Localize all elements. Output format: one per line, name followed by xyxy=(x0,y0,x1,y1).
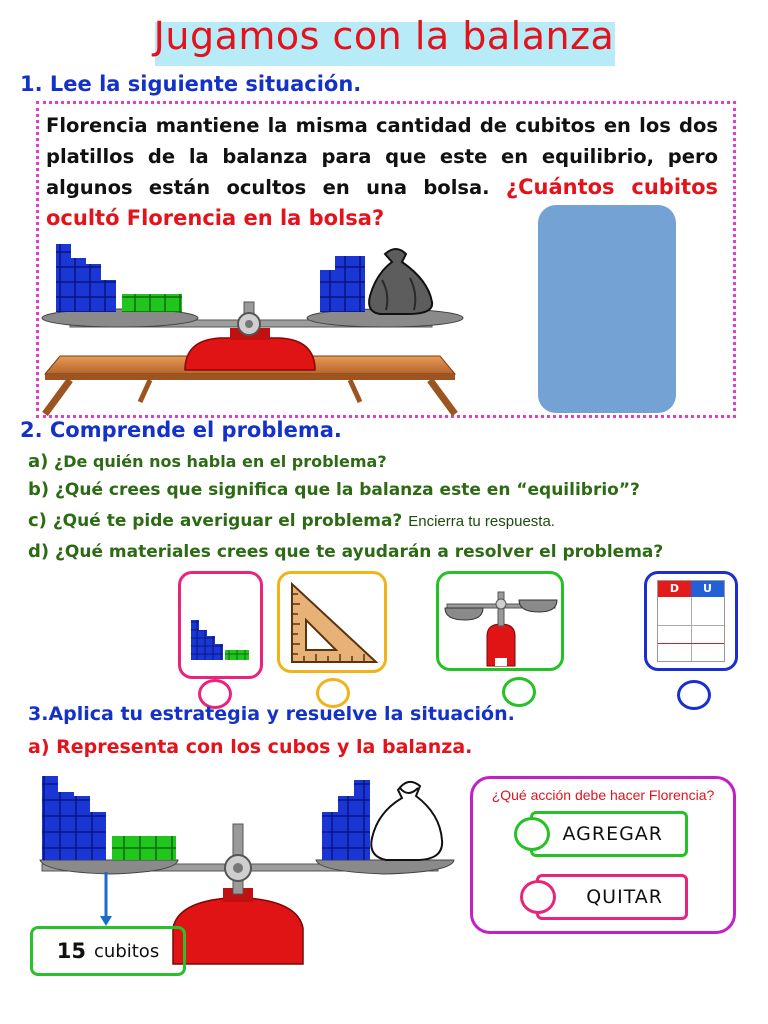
add-button-label: AGREGAR xyxy=(562,823,663,845)
section2-heading: 2. Comprende el problema. xyxy=(20,418,342,442)
remove-option-circle[interactable] xyxy=(520,880,556,914)
tens-header: D xyxy=(658,581,691,597)
option-cubes[interactable] xyxy=(178,571,263,679)
add-button[interactable] xyxy=(530,811,688,857)
option-scale[interactable] xyxy=(436,571,564,671)
question-a xyxy=(28,451,387,472)
option-table-circle[interactable] xyxy=(677,680,711,710)
option-place-value-table[interactable] xyxy=(644,571,738,671)
cube-count-number: 15 xyxy=(56,939,87,963)
question-c xyxy=(28,510,555,531)
scale-icon xyxy=(439,574,561,668)
question-text: ¿De quién nos habla en el problema? xyxy=(48,452,387,471)
question-text: ¿Qué materiales crees que te ayudarán a resolver el problema? xyxy=(49,542,664,562)
question-text: ¿Qué te pide averiguar el problema? xyxy=(46,511,403,531)
set-square-icon xyxy=(280,574,384,670)
action-question: ¿Qué acción debe hacer Florencia? xyxy=(491,787,715,803)
section1-heading: 1. Lee la siguiente situación. xyxy=(20,72,362,96)
remove-button-label: QUITAR xyxy=(586,886,663,908)
units-header: U xyxy=(691,581,724,597)
question-b xyxy=(28,479,640,500)
question-letter: b) xyxy=(28,479,50,500)
situation-body: Florencia mantiene la misma cantidad de cubitos en los dos platillos de la balanza para que este en equilibrio, pero algunos están ocultos en una bolsa. xyxy=(46,114,718,199)
cube-count-box xyxy=(30,926,186,976)
add-option-circle[interactable] xyxy=(514,817,550,851)
question-text: ¿Qué crees que significa que la balanza este en “equilibrio”? xyxy=(49,480,640,500)
place-value-table xyxy=(657,580,725,662)
option-set-square[interactable] xyxy=(277,571,387,673)
section3-subheading: a) Representa con los cubos y la balanza. xyxy=(28,736,473,758)
question-d xyxy=(28,541,663,562)
cubes-icon xyxy=(181,574,260,676)
question-letter: d) xyxy=(28,541,50,562)
remove-button[interactable] xyxy=(536,874,688,920)
section3-heading: 3.Aplica tu estrategia y resuelve la situación. xyxy=(28,703,515,725)
answer-box[interactable] xyxy=(538,205,676,413)
question-letter: a) xyxy=(28,451,49,472)
page-title: Jugamos con la balanza xyxy=(153,14,615,58)
situation-question: ¿Cuántos cubitos ocultó Florencia en la bolsa? xyxy=(46,175,718,230)
question-letter: c) xyxy=(28,510,47,531)
question-note: Encierra tu respuesta. xyxy=(408,513,555,530)
balance-scale-illustration xyxy=(30,222,470,418)
cube-count-unit: cubitos xyxy=(94,940,160,962)
